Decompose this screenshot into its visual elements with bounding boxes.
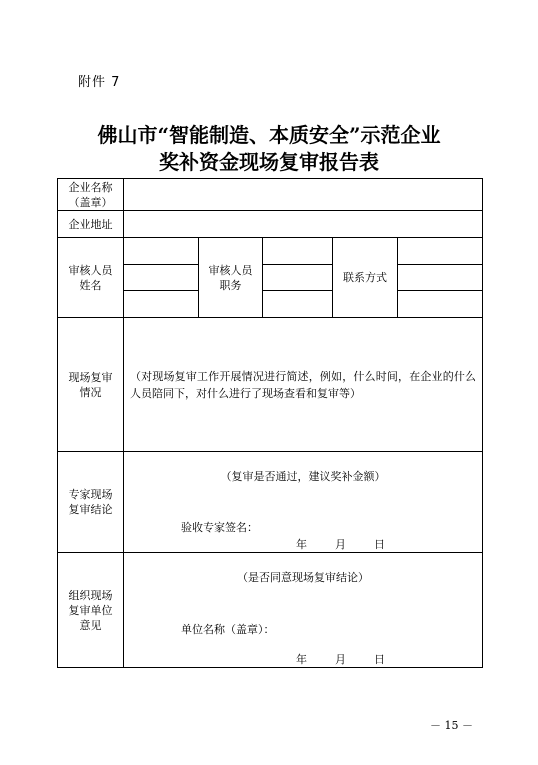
reviewer-position-field-1[interactable] xyxy=(263,238,332,265)
onsite-review-field[interactable] xyxy=(124,318,483,452)
expert-date-month: 月 xyxy=(335,538,346,551)
row-company-address xyxy=(58,211,483,238)
onsite-review-label: 现场复审 情况 xyxy=(58,318,124,452)
row-reviewers xyxy=(58,238,483,318)
row-onsite-review xyxy=(58,318,483,452)
expert-conclusion-note: （复审是否通过，建议奖补金额） xyxy=(220,470,386,483)
expert-date-year: 年 xyxy=(296,538,307,551)
reviewer-name-fields[interactable] xyxy=(124,238,199,318)
page-number: － 15 － xyxy=(430,719,473,732)
reviewer-position-field-3[interactable] xyxy=(263,291,332,317)
contact-label: 联系方式 xyxy=(333,238,398,318)
org-opinion-field[interactable] xyxy=(124,553,483,668)
org-date xyxy=(296,651,385,667)
company-name-label: 企业名称 （盖章） xyxy=(58,179,124,211)
reviewer-position-label: 审核人员 职务 xyxy=(199,238,263,318)
company-address-field[interactable] xyxy=(124,211,483,238)
contact-fields[interactable] xyxy=(398,238,483,318)
contact-field-3[interactable] xyxy=(398,291,482,317)
attachment-label: 附件 7 xyxy=(78,75,121,90)
document-title-line2: 奖补资金现场复审报告表 xyxy=(159,150,379,174)
row-org-opinion xyxy=(58,553,483,668)
org-opinion-label: 组织现场 复审单位 意见 xyxy=(58,553,124,668)
document-title-line1: 佛山市“智能制造、本质安全”示范企业 xyxy=(97,123,441,147)
reviewer-name-label: 审核人员 姓名 xyxy=(58,238,124,318)
reviewer-position-fields[interactable] xyxy=(263,238,333,318)
org-date-day: 日 xyxy=(374,653,385,666)
company-name-field[interactable] xyxy=(124,179,483,211)
expert-signature-label: 验收专家签名： xyxy=(181,521,258,534)
org-name-stamp-label: 单位名称（盖章）： xyxy=(181,623,275,636)
reviewer-name-field-1[interactable] xyxy=(124,238,198,265)
expert-conclusion-label: 专家现场 复审结论 xyxy=(58,452,124,553)
org-date-month: 月 xyxy=(335,653,346,666)
expert-date-day: 日 xyxy=(374,538,385,551)
org-date-year: 年 xyxy=(296,653,307,666)
contact-field-2[interactable] xyxy=(398,265,482,292)
reviewer-position-field-2[interactable] xyxy=(263,265,332,292)
review-report-form xyxy=(57,178,483,668)
contact-field-1[interactable] xyxy=(398,238,482,265)
expert-conclusion-field[interactable] xyxy=(124,452,483,553)
row-company-name xyxy=(58,179,483,211)
company-address-label: 企业地址 xyxy=(58,211,124,238)
reviewer-name-field-3[interactable] xyxy=(124,291,198,317)
expert-date xyxy=(296,536,385,552)
reviewer-name-field-2[interactable] xyxy=(124,265,198,292)
org-opinion-note: （是否同意现场复审结论） xyxy=(237,571,370,584)
onsite-review-instructions: （对现场复审工作开展情况进行简述，例如，什么时间，在企业的什么人员陪同下，对什么进行了现场查看和复审等） xyxy=(130,369,477,400)
row-expert-conclusion xyxy=(58,452,483,553)
